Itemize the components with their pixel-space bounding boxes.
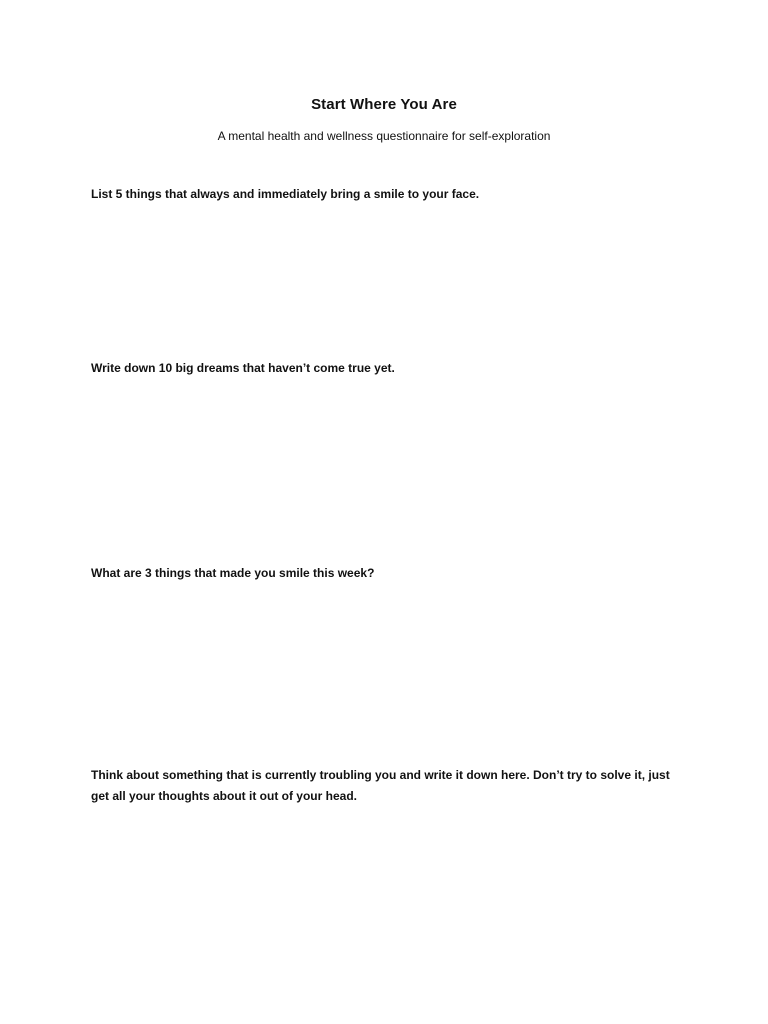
question-3: What are 3 things that made you smile this week? (91, 566, 375, 580)
question-1: List 5 things that always and immediately bring a smile to your face. (91, 187, 480, 201)
page-subtitle: A mental health and wellness questionnaire for self-exploration (217, 129, 551, 143)
question-2: Write down 10 big dreams that haven’t come true yet. (91, 361, 395, 375)
question-4: Think about something that is currently troubling you and write it down here. Don’t try to solve it, just get all your thoughts about it out of your head. (91, 768, 670, 803)
page-title: Start Where You Are (311, 96, 457, 113)
